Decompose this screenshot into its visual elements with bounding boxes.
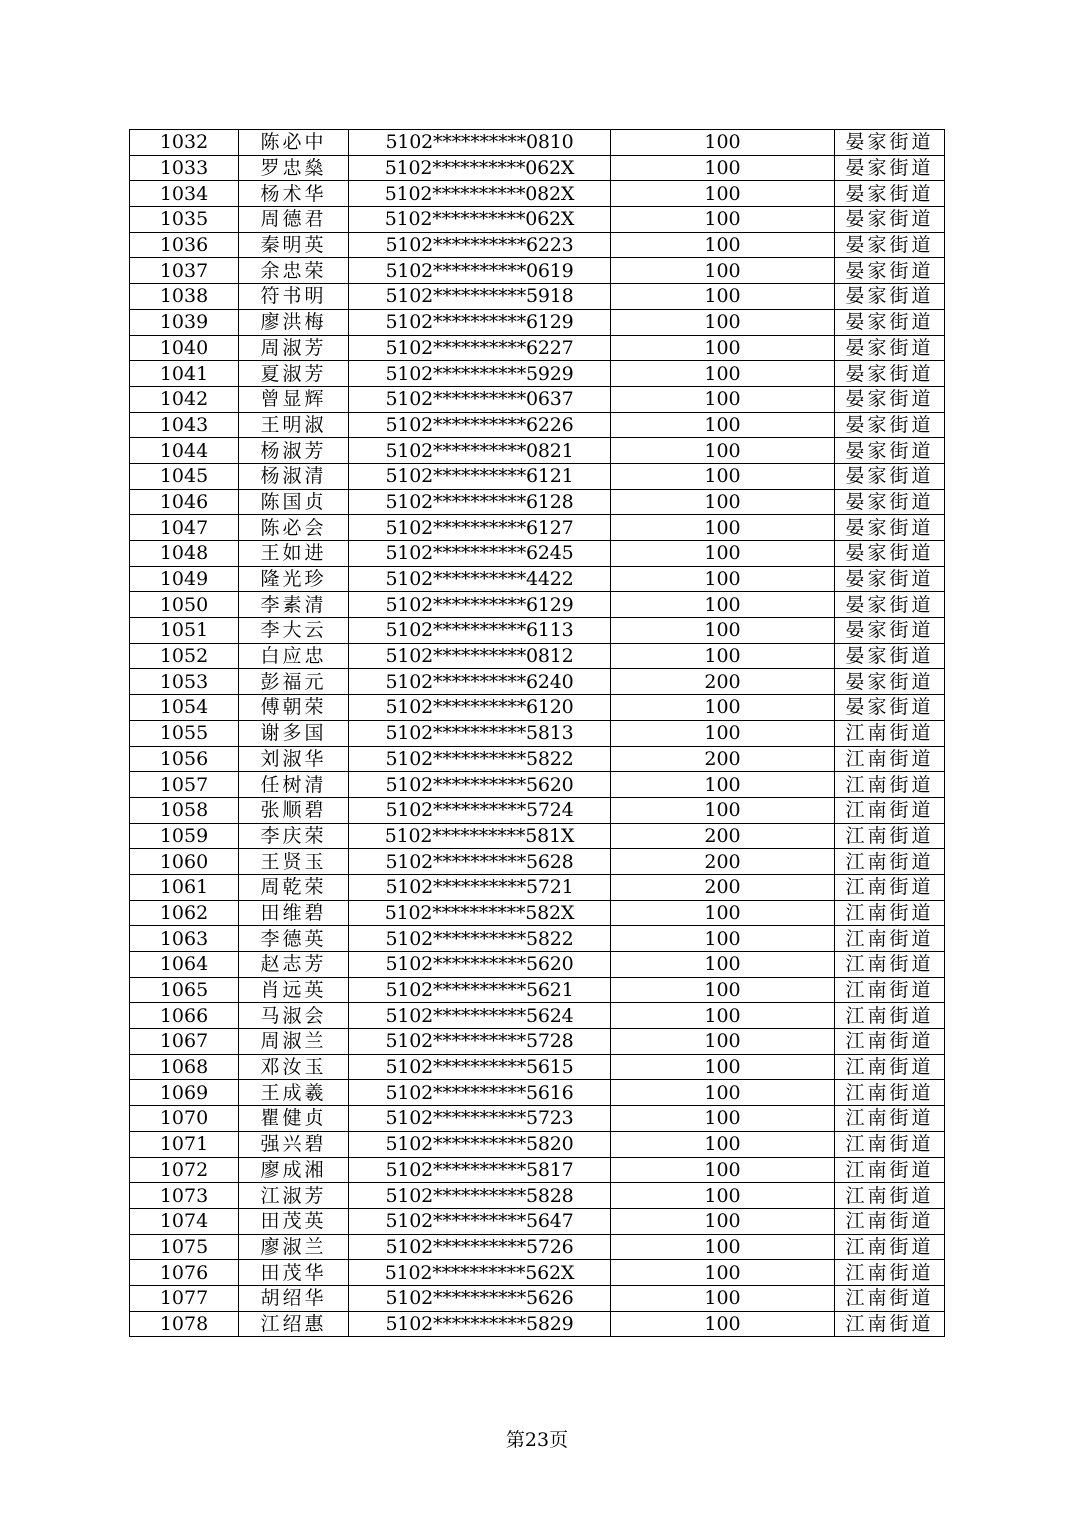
serial-number-cell: 1061 — [130, 874, 239, 900]
serial-number-cell: 1044 — [130, 438, 239, 464]
table-row — [130, 361, 945, 387]
serial-number-cell: 1068 — [130, 1054, 239, 1080]
table-row — [130, 592, 945, 618]
serial-number-cell: 1046 — [130, 489, 239, 515]
id-number-cell: 5102**********0619 — [349, 258, 611, 284]
street-cell: 晏家街道 — [835, 386, 945, 412]
street-cell: 晏家街道 — [835, 541, 945, 567]
amount-cell: 100 — [611, 900, 835, 926]
serial-number-cell: 1057 — [130, 772, 239, 798]
id-number-cell: 5102**********5624 — [349, 1003, 611, 1029]
serial-number-cell: 1062 — [130, 900, 239, 926]
id-number-cell: 5102**********062X — [349, 155, 611, 181]
serial-number-cell: 1067 — [130, 1029, 239, 1055]
name-cell: 周淑芳 — [239, 335, 349, 361]
name-cell: 田茂英 — [239, 1208, 349, 1234]
name-cell: 谢多国 — [239, 720, 349, 746]
table-row — [130, 926, 945, 952]
id-number-cell: 5102**********6121 — [349, 463, 611, 489]
street-cell: 晏家街道 — [835, 232, 945, 258]
amount-cell: 100 — [611, 952, 835, 978]
table-row — [130, 181, 945, 207]
name-cell: 胡绍华 — [239, 1285, 349, 1311]
amount-cell: 100 — [611, 1003, 835, 1029]
id-number-cell: 5102**********0637 — [349, 386, 611, 412]
table-row — [130, 849, 945, 875]
street-cell: 江南街道 — [835, 874, 945, 900]
name-cell: 肖远英 — [239, 977, 349, 1003]
name-cell: 余忠荣 — [239, 258, 349, 284]
name-cell: 杨淑清 — [239, 463, 349, 489]
id-number-cell: 5102**********6127 — [349, 515, 611, 541]
id-number-cell: 5102**********5721 — [349, 874, 611, 900]
amount-cell: 100 — [611, 515, 835, 541]
id-number-cell: 5102**********6245 — [349, 541, 611, 567]
amount-cell: 100 — [611, 643, 835, 669]
id-number-cell: 5102**********562X — [349, 1260, 611, 1286]
table-row — [130, 695, 945, 721]
table-row — [130, 618, 945, 644]
name-cell: 罗忠燊 — [239, 155, 349, 181]
amount-cell: 100 — [611, 309, 835, 335]
serial-number-cell: 1037 — [130, 258, 239, 284]
id-number-cell: 5102**********5647 — [349, 1208, 611, 1234]
street-cell: 江南街道 — [835, 900, 945, 926]
street-cell: 江南街道 — [835, 1029, 945, 1055]
id-number-cell: 5102**********5626 — [349, 1285, 611, 1311]
table-row — [130, 1106, 945, 1132]
street-cell: 江南街道 — [835, 977, 945, 1003]
serial-number-cell: 1056 — [130, 746, 239, 772]
table-row — [130, 1311, 945, 1337]
table-row — [130, 207, 945, 233]
table-row — [130, 1183, 945, 1209]
table-row — [130, 1029, 945, 1055]
street-cell: 江南街道 — [835, 849, 945, 875]
serial-number-cell: 1064 — [130, 952, 239, 978]
amount-cell: 200 — [611, 849, 835, 875]
id-number-cell: 5102**********082X — [349, 181, 611, 207]
serial-number-cell: 1075 — [130, 1234, 239, 1260]
name-cell: 廖成湘 — [239, 1157, 349, 1183]
name-cell: 田茂华 — [239, 1260, 349, 1286]
amount-cell: 100 — [611, 1208, 835, 1234]
street-cell: 晏家街道 — [835, 438, 945, 464]
table-row — [130, 438, 945, 464]
serial-number-cell: 1038 — [130, 284, 239, 310]
table-row — [130, 309, 945, 335]
street-cell: 江南街道 — [835, 1131, 945, 1157]
id-number-cell: 5102**********5828 — [349, 1183, 611, 1209]
id-number-cell: 5102**********0810 — [349, 130, 611, 156]
serial-number-cell: 1059 — [130, 823, 239, 849]
serial-number-cell: 1073 — [130, 1183, 239, 1209]
id-number-cell: 5102**********5621 — [349, 977, 611, 1003]
amount-cell: 100 — [611, 463, 835, 489]
amount-cell: 100 — [611, 1260, 835, 1286]
serial-number-cell: 1051 — [130, 618, 239, 644]
name-cell: 廖淑兰 — [239, 1234, 349, 1260]
name-cell: 周德君 — [239, 207, 349, 233]
street-cell: 江南街道 — [835, 1157, 945, 1183]
table-row — [130, 1054, 945, 1080]
name-cell: 李庆荣 — [239, 823, 349, 849]
amount-cell: 100 — [611, 977, 835, 1003]
page-number: 第23页 — [505, 1429, 569, 1451]
street-cell: 晏家街道 — [835, 592, 945, 618]
amount-cell: 100 — [611, 130, 835, 156]
street-cell: 江南街道 — [835, 746, 945, 772]
street-cell: 晏家街道 — [835, 489, 945, 515]
name-cell: 王明淑 — [239, 412, 349, 438]
amount-cell: 100 — [611, 541, 835, 567]
serial-number-cell: 1066 — [130, 1003, 239, 1029]
table-row — [130, 772, 945, 798]
id-number-cell: 5102**********062X — [349, 207, 611, 233]
amount-cell: 100 — [611, 695, 835, 721]
name-cell: 周淑兰 — [239, 1029, 349, 1055]
name-cell: 王贤玉 — [239, 849, 349, 875]
serial-number-cell: 1054 — [130, 695, 239, 721]
id-number-cell: 5102**********0821 — [349, 438, 611, 464]
serial-number-cell: 1052 — [130, 643, 239, 669]
serial-number-cell: 1070 — [130, 1106, 239, 1132]
table-row — [130, 1080, 945, 1106]
serial-number-cell: 1042 — [130, 386, 239, 412]
serial-number-cell: 1033 — [130, 155, 239, 181]
id-number-cell: 5102**********5726 — [349, 1234, 611, 1260]
serial-number-cell: 1050 — [130, 592, 239, 618]
amount-cell: 100 — [611, 335, 835, 361]
amount-cell: 100 — [611, 592, 835, 618]
id-number-cell: 5102**********5620 — [349, 772, 611, 798]
serial-number-cell: 1069 — [130, 1080, 239, 1106]
id-number-cell: 5102**********6128 — [349, 489, 611, 515]
id-number-cell: 5102**********6120 — [349, 695, 611, 721]
serial-number-cell: 1041 — [130, 361, 239, 387]
table-row — [130, 797, 945, 823]
street-cell: 江南街道 — [835, 1054, 945, 1080]
serial-number-cell: 1063 — [130, 926, 239, 952]
name-cell: 傅朝荣 — [239, 695, 349, 721]
name-cell: 邓汝玉 — [239, 1054, 349, 1080]
amount-cell: 200 — [611, 669, 835, 695]
street-cell: 江南街道 — [835, 823, 945, 849]
street-cell: 江南街道 — [835, 1183, 945, 1209]
id-number-cell: 5102**********5620 — [349, 952, 611, 978]
serial-number-cell: 1071 — [130, 1131, 239, 1157]
id-number-cell: 5102**********5616 — [349, 1080, 611, 1106]
serial-number-cell: 1058 — [130, 797, 239, 823]
table-row — [130, 386, 945, 412]
amount-cell: 100 — [611, 155, 835, 181]
serial-number-cell: 1034 — [130, 181, 239, 207]
name-cell: 王如进 — [239, 541, 349, 567]
street-cell: 江南街道 — [835, 1260, 945, 1286]
name-cell: 张顺碧 — [239, 797, 349, 823]
id-number-cell: 5102**********5628 — [349, 849, 611, 875]
street-cell: 晏家街道 — [835, 463, 945, 489]
id-number-cell: 5102**********0812 — [349, 643, 611, 669]
id-number-cell: 5102**********6240 — [349, 669, 611, 695]
serial-number-cell: 1055 — [130, 720, 239, 746]
table-row — [130, 515, 945, 541]
street-cell: 晏家街道 — [835, 207, 945, 233]
table-row — [130, 541, 945, 567]
name-cell: 秦明英 — [239, 232, 349, 258]
table-body — [130, 130, 945, 1337]
name-cell: 周乾荣 — [239, 874, 349, 900]
id-number-cell: 5102**********4422 — [349, 566, 611, 592]
name-cell: 杨术华 — [239, 181, 349, 207]
serial-number-cell: 1039 — [130, 309, 239, 335]
amount-cell: 100 — [611, 181, 835, 207]
amount-cell: 100 — [611, 926, 835, 952]
street-cell: 江南街道 — [835, 1208, 945, 1234]
street-cell: 江南街道 — [835, 952, 945, 978]
name-cell: 廖洪梅 — [239, 309, 349, 335]
id-number-cell: 5102**********5813 — [349, 720, 611, 746]
amount-cell: 100 — [611, 1106, 835, 1132]
street-cell: 江南街道 — [835, 720, 945, 746]
name-cell: 彭福元 — [239, 669, 349, 695]
name-cell: 李素清 — [239, 592, 349, 618]
street-cell: 晏家街道 — [835, 258, 945, 284]
street-cell: 晏家街道 — [835, 309, 945, 335]
serial-number-cell: 1076 — [130, 1260, 239, 1286]
name-cell: 田维碧 — [239, 900, 349, 926]
name-cell: 刘淑华 — [239, 746, 349, 772]
amount-cell: 100 — [611, 772, 835, 798]
amount-cell: 100 — [611, 1285, 835, 1311]
id-number-cell: 5102**********5820 — [349, 1131, 611, 1157]
serial-number-cell: 1065 — [130, 977, 239, 1003]
serial-number-cell: 1035 — [130, 207, 239, 233]
name-cell: 陈必中 — [239, 130, 349, 156]
name-cell: 隆光珍 — [239, 566, 349, 592]
name-cell: 符书明 — [239, 284, 349, 310]
name-cell: 李大云 — [239, 618, 349, 644]
serial-number-cell: 1060 — [130, 849, 239, 875]
table-row — [130, 746, 945, 772]
name-cell: 白应忠 — [239, 643, 349, 669]
amount-cell: 100 — [611, 1234, 835, 1260]
table-row — [130, 1003, 945, 1029]
amount-cell: 100 — [611, 1080, 835, 1106]
amount-cell: 100 — [611, 1157, 835, 1183]
table-row — [130, 130, 945, 156]
table-row — [130, 952, 945, 978]
street-cell: 晏家街道 — [835, 643, 945, 669]
id-number-cell: 5102**********5829 — [349, 1311, 611, 1337]
serial-number-cell: 1074 — [130, 1208, 239, 1234]
serial-number-cell: 1078 — [130, 1311, 239, 1337]
table-row — [130, 335, 945, 361]
name-cell: 瞿健贞 — [239, 1106, 349, 1132]
serial-number-cell: 1043 — [130, 412, 239, 438]
amount-cell: 100 — [611, 412, 835, 438]
amount-cell: 200 — [611, 746, 835, 772]
table-row — [130, 977, 945, 1003]
name-cell: 陈必会 — [239, 515, 349, 541]
name-cell: 赵志芳 — [239, 952, 349, 978]
amount-cell: 100 — [611, 1183, 835, 1209]
amount-cell: 200 — [611, 874, 835, 900]
street-cell: 晏家街道 — [835, 284, 945, 310]
name-cell: 江绍惠 — [239, 1311, 349, 1337]
street-cell: 晏家街道 — [835, 695, 945, 721]
amount-cell: 100 — [611, 438, 835, 464]
name-cell: 曾显辉 — [239, 386, 349, 412]
table-row — [130, 566, 945, 592]
serial-number-cell: 1036 — [130, 232, 239, 258]
amount-cell: 100 — [611, 1311, 835, 1337]
street-cell: 晏家街道 — [835, 669, 945, 695]
street-cell: 江南街道 — [835, 1234, 945, 1260]
amount-cell: 100 — [611, 1131, 835, 1157]
table-row — [130, 1285, 945, 1311]
table-row — [130, 643, 945, 669]
id-number-cell: 5102**********6113 — [349, 618, 611, 644]
table-row — [130, 284, 945, 310]
amount-cell: 100 — [611, 1054, 835, 1080]
table-row — [130, 823, 945, 849]
id-number-cell: 5102**********6227 — [349, 335, 611, 361]
table-row — [130, 489, 945, 515]
amount-cell: 100 — [611, 284, 835, 310]
table-row — [130, 155, 945, 181]
serial-number-cell: 1040 — [130, 335, 239, 361]
id-number-cell: 5102**********5822 — [349, 746, 611, 772]
name-cell: 江淑芳 — [239, 1183, 349, 1209]
serial-number-cell: 1032 — [130, 130, 239, 156]
street-cell: 江南街道 — [835, 797, 945, 823]
street-cell: 晏家街道 — [835, 412, 945, 438]
table-row — [130, 232, 945, 258]
name-cell: 陈国贞 — [239, 489, 349, 515]
id-number-cell: 5102**********581X — [349, 823, 611, 849]
table-row — [130, 1208, 945, 1234]
street-cell: 晏家街道 — [835, 361, 945, 387]
street-cell: 晏家街道 — [835, 155, 945, 181]
id-number-cell: 5102**********6223 — [349, 232, 611, 258]
id-number-cell: 5102**********582X — [349, 900, 611, 926]
street-cell: 江南街道 — [835, 1311, 945, 1337]
amount-cell: 100 — [611, 566, 835, 592]
street-cell: 江南街道 — [835, 1003, 945, 1029]
amount-cell: 100 — [611, 618, 835, 644]
street-cell: 江南街道 — [835, 1285, 945, 1311]
name-cell: 李德英 — [239, 926, 349, 952]
serial-number-cell: 1072 — [130, 1157, 239, 1183]
street-cell: 晏家街道 — [835, 335, 945, 361]
amount-cell: 100 — [611, 797, 835, 823]
name-cell: 强兴碧 — [239, 1131, 349, 1157]
amount-cell: 100 — [611, 258, 835, 284]
serial-number-cell: 1053 — [130, 669, 239, 695]
amount-cell: 100 — [611, 232, 835, 258]
id-number-cell: 5102**********5723 — [349, 1106, 611, 1132]
amount-cell: 100 — [611, 386, 835, 412]
street-cell: 晏家街道 — [835, 181, 945, 207]
id-number-cell: 5102**********6226 — [349, 412, 611, 438]
street-cell: 晏家街道 — [835, 618, 945, 644]
name-cell: 王成羲 — [239, 1080, 349, 1106]
name-cell: 夏淑芳 — [239, 361, 349, 387]
table-row — [130, 900, 945, 926]
id-number-cell: 5102**********5822 — [349, 926, 611, 952]
street-cell: 江南街道 — [835, 1080, 945, 1106]
id-number-cell: 5102**********5615 — [349, 1054, 611, 1080]
table-row — [130, 463, 945, 489]
id-number-cell: 5102**********5728 — [349, 1029, 611, 1055]
table-row — [130, 1260, 945, 1286]
amount-cell: 200 — [611, 823, 835, 849]
table-row — [130, 1157, 945, 1183]
name-cell: 马淑会 — [239, 1003, 349, 1029]
name-cell: 杨淑芳 — [239, 438, 349, 464]
id-number-cell: 5102**********5817 — [349, 1157, 611, 1183]
id-number-cell: 5102**********6129 — [349, 309, 611, 335]
serial-number-cell: 1047 — [130, 515, 239, 541]
id-number-cell: 5102**********5929 — [349, 361, 611, 387]
street-cell: 江南街道 — [835, 1106, 945, 1132]
table-row — [130, 1131, 945, 1157]
street-cell: 晏家街道 — [835, 566, 945, 592]
amount-cell: 100 — [611, 207, 835, 233]
street-cell: 江南街道 — [835, 926, 945, 952]
name-cell: 任树清 — [239, 772, 349, 798]
id-number-cell: 5102**********5918 — [349, 284, 611, 310]
id-number-cell: 5102**********5724 — [349, 797, 611, 823]
table-row — [130, 874, 945, 900]
table-row — [130, 412, 945, 438]
street-cell: 晏家街道 — [835, 515, 945, 541]
amount-cell: 100 — [611, 720, 835, 746]
table-row — [130, 720, 945, 746]
table-row — [130, 669, 945, 695]
amount-cell: 100 — [611, 361, 835, 387]
table-row — [130, 1234, 945, 1260]
serial-number-cell: 1077 — [130, 1285, 239, 1311]
street-cell: 晏家街道 — [835, 130, 945, 156]
street-cell: 江南街道 — [835, 772, 945, 798]
serial-number-cell: 1049 — [130, 566, 239, 592]
serial-number-cell: 1048 — [130, 541, 239, 567]
amount-cell: 100 — [611, 1029, 835, 1055]
table-row — [130, 258, 945, 284]
beneficiary-table — [129, 129, 945, 1337]
serial-number-cell: 1045 — [130, 463, 239, 489]
amount-cell: 100 — [611, 489, 835, 515]
id-number-cell: 5102**********6129 — [349, 592, 611, 618]
